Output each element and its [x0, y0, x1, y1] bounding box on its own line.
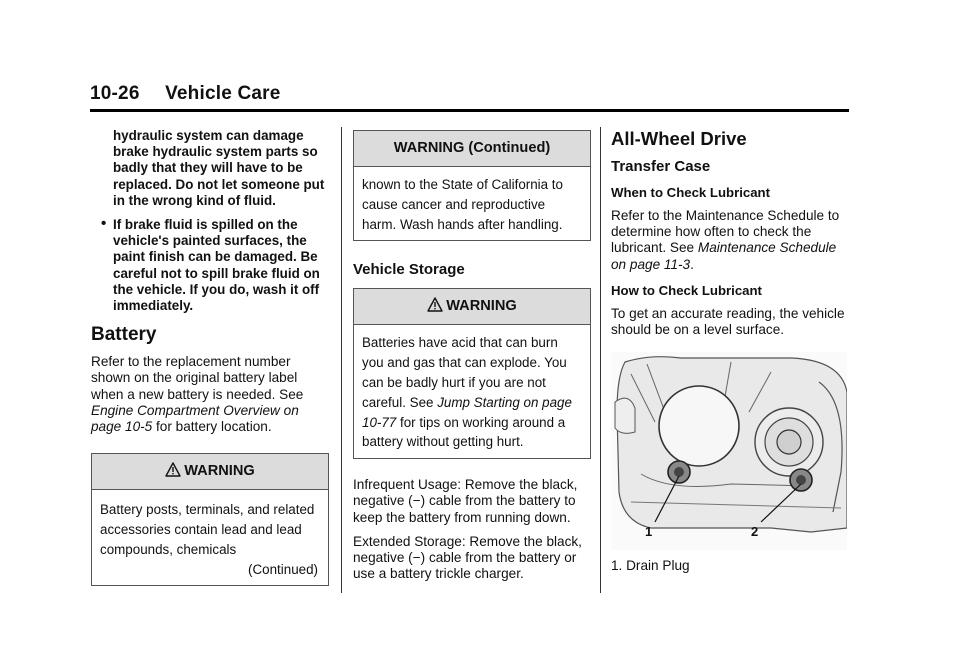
when-to-check-heading: When to Check Lubricant — [611, 185, 770, 200]
page-number: 10-26 — [90, 83, 140, 104]
engine-compartment-link[interactable]: Engine Compartment Overview on page 10-5 — [91, 402, 299, 435]
storage-warning-title: WARNING — [446, 298, 517, 315]
warning-header — [92, 454, 328, 490]
battery-text-1: Refer to the replacement number shown on the original battery label when a new battery is needed. See — [91, 354, 304, 402]
bullet-text: If brake fluid is spilled on the vehicle's painted surfaces, the paint finish can be damaged. Be careful not to spill brake fluid on the vehicle. If you do, wash it off immediately. — [113, 217, 320, 314]
storage-warning-text-1: Batteries have acid that can burn you and gas that can explode. You can be badly hurt if you are not careful. See — [362, 335, 567, 410]
when-text-1: Refer to the Maintenance Schedule to determine how often to check the lubricant. See — [611, 208, 840, 256]
column-1 — [91, 118, 329, 586]
battery-warning-box — [91, 453, 329, 586]
battery-text-2: for battery location. — [152, 419, 272, 435]
column-3 — [611, 118, 851, 574]
all-wheel-drive-heading: All-Wheel Drive — [611, 128, 747, 149]
bullet-icon: • — [101, 215, 107, 233]
section-title: Vehicle Care — [165, 83, 281, 104]
transfer-case-figure — [611, 352, 847, 550]
warning-triangle-icon — [427, 297, 443, 312]
column-2 — [353, 118, 591, 582]
when-text-2: . — [690, 256, 694, 272]
battery-paragraph — [91, 354, 329, 435]
warning-continued-body: known to the State of California to cause cancer and reproductive harm. Wash hands after handling. — [362, 177, 563, 232]
infrequent-usage-paragraph: Infrequent Usage: Remove the black, negative (−) cable from the battery to keep the battery from running down. — [353, 477, 578, 525]
transfer-case-heading: Transfer Case — [611, 158, 711, 175]
extended-storage-paragraph: Extended Storage: Remove the black, negative (−) cable from the battery or use a battery trickle charger. — [353, 533, 582, 582]
how-to-check-heading: How to Check Lubricant — [611, 282, 762, 298]
warning-body — [92, 490, 328, 585]
column-divider-1 — [341, 127, 342, 593]
figure-caption-drain-plug: 1. Drain Plug — [611, 558, 690, 574]
header-rule — [90, 109, 849, 112]
battery-heading: Battery — [91, 324, 157, 346]
warning-continued-box — [353, 130, 591, 241]
brake-fluid-bullet — [91, 217, 329, 314]
warning-triangle-icon — [165, 462, 181, 477]
warning-continued-header: WARNING (Continued) — [354, 131, 590, 167]
figure-label-2: 2 — [751, 524, 759, 540]
warning-title: WARNING — [184, 463, 255, 480]
storage-warning-text-2: for tips on working around a battery without getting hurt. — [362, 414, 566, 450]
how-to-check-paragraph: To get an accurate reading, the vehicle should be on a level surface. — [611, 305, 845, 338]
when-to-check-paragraph — [611, 208, 851, 273]
warning-continuation-text: hydraulic system can damage brake hydraulic system parts so badly that they will have to be replaced. Do not let someone put in the wrong kind of fluid. — [113, 128, 325, 208]
page-header — [90, 83, 281, 105]
column-divider-2 — [600, 127, 601, 593]
storage-warning-body — [354, 325, 590, 458]
storage-warning-box — [353, 288, 591, 459]
transfer-case-illustration — [611, 352, 847, 550]
jump-starting-link[interactable]: Jump Starting on page 10-77 — [362, 394, 572, 430]
warning-text: Battery posts, terminals, and related accessories contain lead and lead compounds, chemicals — [100, 502, 315, 557]
continued-label: (Continued) — [248, 561, 318, 577]
maintenance-schedule-link[interactable]: Maintenance Schedule on page 11-3 — [611, 240, 837, 272]
vehicle-storage-heading: Vehicle Storage — [353, 261, 465, 279]
figure-label-1: 1 — [645, 524, 653, 540]
storage-warning-header — [354, 289, 590, 325]
